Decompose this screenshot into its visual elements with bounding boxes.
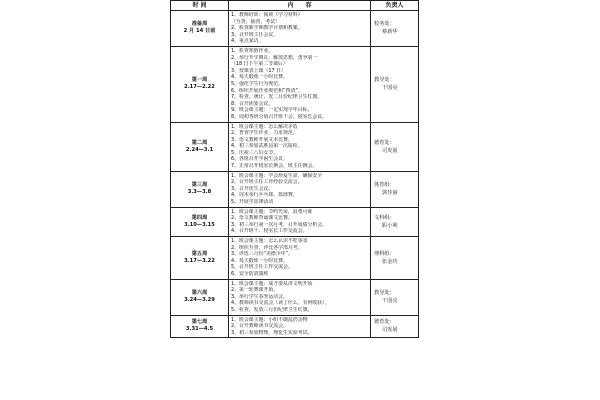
owner-dept: 教导处： bbox=[374, 290, 395, 297]
content-item: 8、召开团委会议。 bbox=[231, 100, 274, 107]
header-content: 内 容 bbox=[229, 1, 371, 11]
owner-cell bbox=[371, 46, 419, 122]
table-row bbox=[171, 315, 419, 338]
content-item: 1、班会课主题：怎么解决矛盾 bbox=[231, 123, 298, 130]
content-item: 1、班会课主题：小组不随乱扔杂物 bbox=[231, 316, 308, 323]
content-item: 4、周末举行乒乓球、篮球赛。 bbox=[231, 192, 298, 199]
content-item: 4、每天锻炼一小时比赛。 bbox=[231, 257, 288, 264]
content-cell bbox=[229, 122, 371, 171]
content-item: （互查，抽查，考试） bbox=[231, 18, 280, 25]
content-item: 3、初三举行第一次月考，召开成绩分析会。 bbox=[231, 221, 328, 228]
content-item: 2、召开班主任工作经验交流会。 bbox=[231, 179, 303, 186]
owner-dept: 德育处： bbox=[374, 319, 395, 326]
content-item: 2、第一轮赛课开始。 bbox=[231, 287, 279, 294]
week-cell bbox=[171, 46, 229, 122]
content-item: 1、班会课主题：成才要从讲文明开始 bbox=[231, 280, 313, 287]
content-item: 1、教师培训：阅读《学习材料》 bbox=[231, 12, 303, 18]
content-item: 5、检查、发放三月份纪律卫生红旗。 bbox=[231, 306, 313, 313]
owner-dept: 校务处： bbox=[374, 21, 395, 28]
content-item: 6、安全防震演练 bbox=[231, 270, 269, 277]
table-row bbox=[171, 46, 419, 122]
content-item: 4、重点家访。 bbox=[231, 38, 264, 45]
owner-name: 干国亮 bbox=[382, 298, 398, 305]
owner-name: 司发展 bbox=[382, 327, 398, 334]
content-item: 6、各班召开学困生会议。 bbox=[231, 156, 288, 163]
content-item: 3、评选三月份“美德少年”。 bbox=[231, 251, 293, 258]
week-label: 第四周 bbox=[191, 214, 208, 221]
content-item: 9、班会课主题：一定实现学年目标。 bbox=[231, 107, 313, 114]
content-cell bbox=[229, 171, 371, 207]
schedule-page bbox=[170, 0, 418, 400]
content-cell bbox=[229, 315, 371, 338]
owner-cell bbox=[371, 315, 419, 338]
week-date: 3.31—4.5 bbox=[185, 326, 214, 333]
owner-dept: 体育组： bbox=[374, 182, 395, 189]
table-header-row bbox=[171, 1, 419, 11]
header-owner: 负责人 bbox=[371, 1, 419, 11]
owner-dept: 理科组： bbox=[374, 250, 395, 257]
content-item: 1、班会课主题：节约光荣，浪费可耻 bbox=[231, 208, 313, 215]
owner-name: 张金玲 bbox=[382, 258, 398, 265]
owner-cell bbox=[371, 207, 419, 236]
week-date: 3.10—3.15 bbox=[184, 221, 215, 228]
owner-name: 职小利 bbox=[382, 222, 398, 229]
content-item: 2、普查学生作业，力求规范。 bbox=[231, 130, 298, 137]
owner-dept: 文科组： bbox=[374, 214, 395, 221]
week-label: 第七周 bbox=[191, 319, 208, 326]
content-item: 1、检查寒假作业。 bbox=[231, 47, 274, 54]
content-item: 3、初三参加物理、理化生实验考试。 bbox=[231, 329, 313, 336]
content-item: 1、班会课主题：怎么认识不吃零食 bbox=[231, 238, 308, 244]
content-cell bbox=[229, 237, 371, 280]
owner-cell bbox=[371, 279, 419, 315]
table-row bbox=[171, 237, 419, 280]
owner-name: 蔡新华 bbox=[382, 29, 398, 36]
content-item: 2、举行开学典礼：解放思想，勇争第一 bbox=[231, 54, 318, 61]
table-row bbox=[171, 207, 419, 236]
content-cell bbox=[229, 207, 371, 236]
content-item: 5、强化学生行为规范。 bbox=[231, 80, 284, 87]
content-item: 4、每天锻炼一小时比赛。 bbox=[231, 74, 288, 81]
week-label: 准备周 bbox=[191, 21, 208, 28]
week-cell bbox=[171, 11, 229, 47]
content-item: 3、召开班主任会议。 bbox=[231, 31, 279, 38]
content-cell bbox=[229, 11, 371, 47]
week-label: 第五周 bbox=[191, 250, 208, 257]
week-date: 2 月 14 日前 bbox=[183, 28, 216, 35]
owner-cell bbox=[371, 171, 419, 207]
content-cell bbox=[229, 279, 371, 315]
week-date: 3.24—3.29 bbox=[184, 297, 215, 304]
content-item: 5、开展学雷锋活动 bbox=[231, 199, 274, 206]
content-item: 4、初三参加武胜县第一次质检。 bbox=[231, 143, 303, 150]
owner-cell bbox=[371, 11, 419, 47]
content-item: （18 日下午第二节课后） bbox=[231, 61, 288, 68]
content-item: 5、召开班主任工作交流会。 bbox=[231, 264, 293, 271]
table-row bbox=[171, 279, 419, 315]
week-label: 第二周 bbox=[191, 139, 208, 146]
week-label: 第一周 bbox=[191, 77, 208, 84]
table-row bbox=[171, 122, 419, 171]
content-item: 3、语文教师开展文本比赛。 bbox=[231, 136, 293, 143]
owner-name: 干国亮 bbox=[382, 85, 398, 92]
owner-dept: 德育处： bbox=[374, 139, 395, 146]
content-item: 4、教师读书交流会（读了什么，有何收获）。 bbox=[231, 300, 330, 307]
week-cell bbox=[171, 171, 229, 207]
owner-cell bbox=[371, 122, 419, 171]
owner-name: 司发展 bbox=[382, 147, 398, 154]
week-date: 2.24—3.1 bbox=[185, 146, 214, 153]
header-time: 时 间 bbox=[171, 1, 229, 11]
content-item: 3、举行学生春季运动会。 bbox=[231, 293, 288, 300]
content-item: 8、周初各班分别召开班干会、寝室长会议。 bbox=[231, 113, 328, 120]
week-date: 2.17—2.22 bbox=[184, 84, 215, 91]
schedule-table bbox=[170, 0, 419, 338]
week-cell bbox=[171, 237, 229, 280]
week-cell bbox=[171, 315, 229, 338]
owner-dept: 教导处： bbox=[374, 77, 395, 84]
content-item: 2、检查新学期教学计划和教案。 bbox=[231, 25, 303, 32]
content-item: 6、组织开展作业规范和“四清”。 bbox=[231, 87, 303, 94]
content-item: 7、检查、统计、发二月份纪律卫生红旗。 bbox=[231, 94, 323, 101]
content-item: 2、组织互查、评比各学部月考。 bbox=[231, 244, 303, 251]
week-label: 第三周 bbox=[191, 182, 208, 189]
content-item: 2、语文教师背诵课文比赛。 bbox=[231, 215, 293, 222]
week-date: 3.17—3.22 bbox=[184, 257, 215, 264]
owner-name: 郭佳丽 bbox=[382, 190, 398, 197]
week-date: 3.3—3.8 bbox=[187, 189, 212, 196]
table-row bbox=[171, 171, 419, 207]
table-row bbox=[171, 11, 419, 47]
week-cell bbox=[171, 207, 229, 236]
content-cell bbox=[229, 46, 371, 122]
content-item: 2、召开教师读书交流会。 bbox=[231, 323, 288, 330]
week-cell bbox=[171, 122, 229, 171]
content-item: 7、正常召开寝室长例会、班主任例会。 bbox=[231, 163, 318, 170]
content-item: 3、召开优生会议。 bbox=[231, 185, 274, 192]
content-item: 5、庆祝三八妇女节。 bbox=[231, 149, 279, 156]
week-cell bbox=[171, 279, 229, 315]
week-label: 第六周 bbox=[191, 290, 208, 297]
content-item: 4、召开班干、寝室长工作交流会。 bbox=[231, 228, 308, 235]
content-item: 3、按课表上课（17 日） bbox=[231, 67, 286, 74]
content-item: 1、班会课主题：学会珍爱生命，确保安全 bbox=[231, 172, 323, 179]
owner-cell bbox=[371, 237, 419, 280]
